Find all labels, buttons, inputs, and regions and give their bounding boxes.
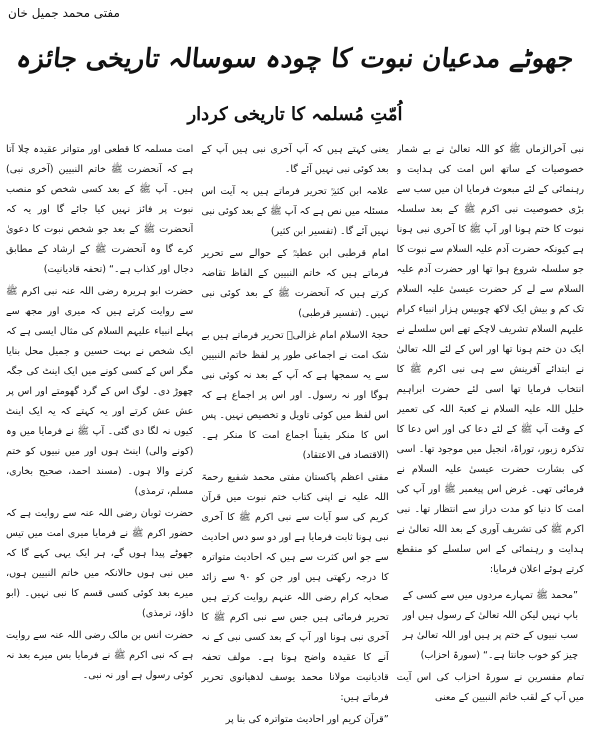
paragraph: امت مسلمہ کا قطعی اور متواتر عقیدہ چلا آتا ہے کہ آنحضرت ﷺ خاتم النبیین (آخری نبی) ہیں۔ آپ ﷺ کے بعد کسی شخص کو منصب نبوت پر فائز نہیں کیا جائے گا اور یہ کہ آنحضرت ﷺ کے بعد جو شخص نبوت کا دعویٰ کرے گا وہ آنحضرت ﷺ کے ارشاد کے مطابق دجال اور کذاب ہے۔“ (تحفہ قادیانیت) (6, 144, 194, 275)
article-columns (6, 140, 584, 740)
paragraph: حجۃ الاسلام امام غزالیؒ تحریر فرماتے ہیں بے شک امت نے اجماعی طور پر لفظ خاتم النبیین سے یہ سمجھا ہے کہ آپ کے بعد نہ کوئی نبی ہوگا اور نہ رسول۔ اور اس پر اجماع ہے کہ اس لفظ میں کوئی تاویل و تخصیص نہیں۔ پس اس کا منکر یقیناً اجماع امت کا منکر ہے۔ (الاقتصاد فی الاعتقاد) (201, 330, 389, 461)
article-title: جھوٹے مدعیان نبوت کا چودہ سوسالہ تاریخی جائزہ (14, 44, 576, 74)
paragraph: ”قرآن کریم اور احادیث متواترہ کی بنا پر (225, 714, 389, 725)
article-subtitle: اُمّتِ مُسلمہ کا تاریخی کردار (187, 104, 403, 125)
paragraph: امام قرطبی ابن عطیہؒ کے حوالے سے تحریر فرماتے ہیں کہ خاتم النبیین کے الفاظ تقاضہ کرتے ہیں کہ آنحضرت ﷺ کے بعد کوئی نبی نہیں۔ (تفسیر قرطبی) (201, 248, 389, 319)
paragraph: حضرت ابو ہریرہ رضی اللہ عنہ نبی اکرم ﷺ سے روایت کرتے ہیں کہ میری اور مجھ سے پہلے انبیاء علیہم السلام کی مثال ایسی ہے کہ ایک شخص نے بہت حسین و جمیل محل بنایا مگر اس کے کسی کونے میں ایک اینٹ کی جگہ چھوڑ دی۔ لوگ اس کے گرد گھومتے اور اس پر عش عش کرتے اور یہ کہتے کہ یہ ایک اینٹ کیوں نہ لگا دی گئی۔ آپ ﷺ نے فرمایا میں وہ (کونے والی) اینٹ ہوں اور میں نبیوں کو ختم کرنے والا ہوں۔ (مسند احمد، صحیح بخاری، مسلم، ترمذی) (6, 286, 194, 497)
paragraph: تمام مفسرین نے سورۃ احزاب کی اس آیت میں آپ کے لقب خاتم النبیین کے معنی (396, 672, 584, 703)
column-middle (201, 140, 388, 740)
column-right (397, 140, 584, 740)
author-byline: مفتی محمد جمیل خان (8, 6, 120, 20)
paragraph: مفتی اعظم پاکستان مفتی محمد شفیع رحمۃ اللہ علیہ نے اپنی کتاب ختم نبوت میں قرآن کریم کی سو آیات سے نبی اکرم ﷺ کا آخری نبی ہونا ثابت فرمایا ہے اور دو سو دس احادیث سے جو اس کثرت سے ہیں کہ احادیث متواترہ کا درجہ رکھتی ہیں اور جن کو ۹۰ سے زائد صحابہ کرام رضی اللہ عنہم روایت کرتے ہیں تحریر فرمائی ہیں جس سے نبی اکرم ﷺ کا آخری نبی ہونا اور آپ کے بعد کسی نبی کے نہ آنے کا عقیدہ واضح ہوتا ہے۔ مولف تحفہ قادیانیت مولانا محمد یوسف لدھیانوی تحریر فرماتے ہیں: (201, 472, 389, 703)
column-left (6, 140, 193, 740)
quranic-quote: ”محمد ﷺ تمہارے مردوں میں سے کسی کے باپ نہیں لیکن اللہ تعالیٰ کے رسول ہیں اور سب نبیوں کے ختم پر ہیں اور اللہ تعالیٰ ہر چیز کو خوب جانتا ہے۔“ (سورۃ احزاب) (402, 590, 578, 661)
paragraph: علامہ ابن کثیرؒ تحریر فرماتے ہیں یہ آیت اس مسئلہ میں نص ہے کہ آپ ﷺ کے بعد کوئی نبی نہیں آئے گا۔ (تفسیر ابن کثیر) (201, 186, 389, 237)
paragraph: حضرت انس بن مالک رضی اللہ عنہ سے روایت ہے کہ نبی اکرم ﷺ نے فرمایا بس میرے بعد نہ کوئی رسول ہے اور نہ نبی۔ (6, 630, 194, 681)
paragraph: یعنی کہتے ہیں کہ آپ آخری نبی ہیں آپ کے بعد کوئی نبی نہیں آئے گا۔ (201, 144, 389, 175)
paragraph: حضرت ثوبان رضی اللہ عنہ سے روایت ہے کہ حضور اکرم ﷺ نے فرمایا میری امت میں تیس جھوٹے پیدا ہوں گے، ہر ایک یہی کہے گا کہ میں نبی ہوں حالانکہ میں خاتم النبیین ہوں، میرے بعد کوئی کسی قسم کا نبی نہیں۔ (ابو داؤد، ترمذی) (6, 508, 194, 619)
paragraph: نبی آخرالزماں ﷺ کو اللہ تعالیٰ نے بے شمار خصوصیات کے ساتھ اس امت کی ہدایت و رہنمائی کے لئے مبعوث فرمایا ان میں سب سے بڑی خصوصیت نبی اکرم ﷺ کے بعد سلسلہ نبوت کا ختم ہونا اور آپ ﷺ کا آخری نبی ہونا ہے کیونکہ حضرت آدم علیہ السلام سے نبوت کا جو سلسلہ شروع ہوا تھا اور حضرت آدم علیہ السلام سے لے کر حضرت عیسیٰ علیہ السلام تک کم و بیش ایک لاکھ چوبیس ہزار انبیاء کرام علیہم السلام تشریف لاچکے تھے اس سلسلے نے ایک دن ختم ہونا تھا اور اس کے لئے اللہ تعالیٰ نے ابتدائے آفرینش سے ہی نبی اکرم ﷺ کا انتخاب فرمایا تھا اسی لئے حضرت ابراہیم خلیل اللہ علیہ السلام نے کعبۃ اللہ کی تعمیر کے وقت آپ ﷺ کے لئے دعا کی اور اس دعا کا تذکرہ زبور، توراۃ، انجیل میں موجود تھا۔ اسی کی بشارت حضرت عیسیٰ علیہ السلام نے فرمائی تھی۔ غرض اس پیغمبر ﷺ اور آپ کی امت کا دنیا کو مدت دراز سے انتظار تھا۔ نبی اکرم ﷺ کی تشریف آوری کے بعد اللہ تعالیٰ نے ہدایت و رہنمائی کے اس سلسلے کو منقطع کرتے ہوئے اعلان فرمایا: (396, 144, 584, 575)
